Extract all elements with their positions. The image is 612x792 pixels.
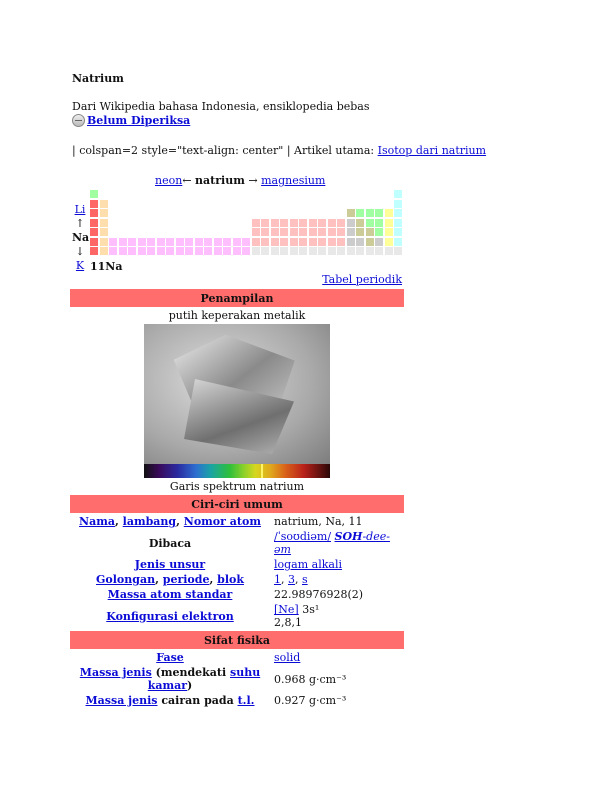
periodic-cell (119, 238, 127, 246)
periodic-cell (147, 238, 155, 246)
periodic-cell (138, 247, 146, 255)
periodic-cell (100, 228, 108, 236)
solid-link[interactable]: solid (274, 651, 301, 664)
periodic-cell (299, 219, 307, 227)
table-row (70, 572, 404, 587)
periodic-cell (242, 247, 250, 255)
periodic-cell (375, 209, 383, 217)
periodic-cell (385, 209, 393, 217)
table-row (70, 602, 404, 631)
series-label (70, 557, 270, 572)
periodic-cell (299, 238, 307, 246)
periodic-cell (261, 238, 269, 246)
periodic-cell (157, 247, 165, 255)
sodium-photo (144, 324, 330, 464)
periodic-cell (318, 247, 326, 255)
periodic-cell (385, 247, 393, 255)
periodic-cell (233, 247, 241, 255)
periodic-cell (309, 238, 317, 246)
section-general: Ciri-ciri umum (70, 495, 404, 514)
periodic-cell (261, 247, 269, 255)
periodic-cell (394, 190, 402, 198)
table-row (70, 693, 404, 708)
periodic-cell (299, 228, 307, 236)
periodic-cell (176, 238, 184, 246)
periodic-cell (347, 238, 355, 246)
periodic-cell (204, 238, 212, 246)
periodic-cell (309, 247, 317, 255)
liquid-density-link[interactable]: Massa jenis (85, 694, 158, 707)
periodic-cell (147, 247, 155, 255)
periodic-cell (223, 238, 231, 246)
atomic-mass-link[interactable]: Massa atom standar (107, 588, 233, 601)
phase-label (70, 650, 270, 666)
periodic-cell (366, 228, 374, 236)
periodic-cell (375, 247, 383, 255)
series-value (270, 557, 404, 572)
periodic-cell (290, 238, 298, 246)
liquid-density-value: 0.927 g·cm⁻³ (274, 694, 347, 707)
name-label: Nama, lambang, Nomor atom (79, 515, 261, 528)
mass-value: 22.98976928(2) (274, 588, 364, 601)
periodic-cell (90, 209, 98, 217)
period-link[interactable]: periode (162, 573, 210, 586)
periodic-cell (100, 238, 108, 246)
periodic-cell (366, 238, 374, 246)
main-article-line (72, 144, 486, 157)
periodic-cell (328, 238, 336, 246)
periodic-cell (337, 219, 345, 227)
group-1-link[interactable]: 1 (274, 573, 281, 586)
periodic-cell (394, 219, 402, 227)
periodic-cell (128, 238, 136, 246)
periodic-cell (90, 247, 98, 255)
isotope-link[interactable]: Isotop dari natrium (377, 144, 487, 157)
group-value: 1, 3, s (274, 573, 308, 586)
density-link[interactable]: Massa jenis (79, 666, 152, 679)
periodic-cell (394, 209, 402, 217)
periodic-cell (375, 219, 383, 227)
periodic-cell (204, 247, 212, 255)
section-appearance: Penampilan (70, 289, 404, 308)
element-nav (155, 174, 325, 187)
status-link[interactable]: Belum Diperiksa (87, 114, 191, 127)
periodic-cell (166, 247, 174, 255)
density-value: 0.968 g·cm⁻³ (274, 672, 347, 686)
periodic-cell (328, 228, 336, 236)
periodic-cell (271, 228, 279, 236)
periodic-cell (280, 228, 288, 236)
periodic-neighbors (72, 203, 88, 273)
periodic-cell (90, 190, 98, 198)
periodic-cell (394, 200, 402, 208)
periodic-cell (261, 228, 269, 236)
config-label (70, 602, 270, 631)
periodic-cell (109, 238, 117, 246)
unreviewed-icon (72, 114, 85, 127)
periodic-cell (280, 238, 288, 246)
respell-rest-link[interactable]: -dee-əm (274, 530, 390, 556)
periodic-cell (328, 219, 336, 227)
block-link[interactable]: blok (217, 573, 244, 586)
name-link[interactable]: Nama (79, 515, 115, 528)
spectrum-image (144, 464, 330, 478)
table-row (70, 529, 404, 557)
element-symbol: Na (72, 231, 90, 244)
prev-element-link[interactable]: neon (155, 174, 183, 187)
periodic-cell (100, 219, 108, 227)
melting-point-link[interactable]: t.l. (237, 694, 255, 707)
periodic-cell (337, 247, 345, 255)
phase-value (270, 650, 404, 666)
periodic-cell (271, 219, 279, 227)
periodic-cell (309, 219, 317, 227)
neon-core-link[interactable]: [Ne] (274, 603, 299, 616)
mass-label (70, 587, 270, 602)
periodic-cell (261, 219, 269, 227)
periodic-cell (356, 247, 364, 255)
page-title: Natrium (72, 72, 124, 85)
periodic-cell (252, 228, 260, 236)
atomic-number-link[interactable]: Nomor atom (183, 515, 261, 528)
periodic-cell (290, 228, 298, 236)
spectrum-caption: Garis spektrum natrium (169, 480, 305, 493)
periodic-cell (252, 247, 260, 255)
phase-link[interactable]: Fase (156, 651, 184, 664)
periodic-cell (394, 247, 402, 255)
periodic-cell (385, 238, 393, 246)
table-row (70, 650, 404, 666)
periodic-cell (185, 247, 193, 255)
periodic-cell (166, 238, 174, 246)
periodic-cell (233, 238, 241, 246)
periodic-cell (318, 238, 326, 246)
periodic-cell (356, 238, 364, 246)
periodic-cell (394, 228, 402, 236)
section-physical: Sifat fisika (70, 631, 404, 650)
density-note-close: ) (187, 679, 193, 692)
review-status (72, 114, 190, 127)
periodic-cell (280, 247, 288, 255)
periodic-cell (176, 247, 184, 255)
density-note: (mendekati (151, 666, 230, 679)
group-link[interactable]: Golongan (96, 573, 156, 586)
ipa-link[interactable]: /ˈsoʊdiəm/ (274, 530, 332, 543)
periodic-cell (375, 238, 383, 246)
period-3-link[interactable]: 3 (288, 573, 295, 586)
periodic-cell (318, 228, 326, 236)
periodic-cell (100, 247, 108, 255)
symbol-link[interactable]: lambang (122, 515, 177, 528)
page-subtitle: Dari Wikipedia bahasa Indonesia, ensiklopedia bebas (72, 100, 370, 113)
name-value: natrium, Na, 11 (274, 515, 363, 528)
periodic-cell (347, 247, 355, 255)
periodic-cell (366, 219, 374, 227)
periodic-cell (356, 228, 364, 236)
periodic-cell (290, 247, 298, 255)
s-block-link[interactable]: s (302, 573, 308, 586)
up-arrow: ↑ (75, 217, 85, 230)
periodic-cell (252, 219, 260, 227)
periodic-cell (195, 247, 203, 255)
periodic-cell (309, 228, 317, 236)
down-arrow: ↓ (75, 245, 85, 258)
above-element-link[interactable]: Li (74, 203, 86, 216)
series-link[interactable]: Jenis unsur (134, 558, 206, 571)
config-value (270, 602, 404, 631)
periodic-cell (128, 247, 136, 255)
current-element: natrium (195, 174, 245, 187)
room-temp-link[interactable]: suhu kamar (147, 666, 261, 692)
periodic-cell (109, 247, 117, 255)
periodic-cell (271, 238, 279, 246)
periodic-cell (90, 238, 98, 246)
appearance-text: putih keperakan metalik (168, 309, 306, 322)
periodic-cell (337, 238, 345, 246)
periodic-cell (328, 247, 336, 255)
periodic-cell (318, 219, 326, 227)
alkali-metal-link[interactable]: logam alkali (274, 558, 343, 571)
density-label (70, 665, 270, 693)
liquid-density-label (70, 693, 270, 708)
periodic-cell (90, 219, 98, 227)
pronunciation-label: Dibaca (148, 536, 192, 550)
group-label: Golongan, periode, blok (96, 573, 244, 586)
periodic-cell (90, 228, 98, 236)
periodic-cell (185, 238, 193, 246)
periodic-cell (242, 238, 250, 246)
table-row (70, 557, 404, 572)
table-row (70, 514, 404, 530)
periodic-cell (394, 238, 402, 246)
periodic-cell (214, 238, 222, 246)
periodic-cell (214, 247, 222, 255)
electron-config-link[interactable]: Konfigurasi elektron (106, 609, 234, 623)
periodic-cell (100, 209, 108, 217)
right-arrow: → (248, 174, 258, 187)
table-row (70, 665, 404, 693)
periodic-cell (223, 247, 231, 255)
periodic-cell (385, 219, 393, 227)
periodic-cell (195, 238, 203, 246)
config-orbital: 3s¹ (298, 603, 320, 616)
colspan-text: | colspan=2 style="text-align: center" | Artikel utama: (72, 144, 378, 157)
periodic-cell (347, 228, 355, 236)
periodic-cell (366, 247, 374, 255)
photo-cell (70, 323, 404, 479)
periodic-cell (119, 247, 127, 255)
periodic-cell (375, 228, 383, 236)
atomic-number-label: 11Na (90, 260, 123, 273)
periodic-cell (271, 247, 279, 255)
periodic-cell (337, 228, 345, 236)
periodic-cell (100, 200, 108, 208)
table-row (70, 587, 404, 602)
respell-link[interactable]: SOH (334, 530, 363, 543)
periodic-cell (356, 209, 364, 217)
below-element-link[interactable]: K (75, 259, 85, 272)
liquid-density-note: cairan pada (157, 694, 238, 707)
next-element-link[interactable]: magnesium (261, 174, 326, 187)
periodic-cell (280, 219, 288, 227)
periodic-cell (299, 247, 307, 255)
periodic-cell (157, 238, 165, 246)
periodic-cell (138, 238, 146, 246)
periodic-cell (252, 238, 260, 246)
infobox (70, 288, 404, 708)
periodic-cell (385, 228, 393, 236)
periodic-cell (90, 200, 98, 208)
left-arrow: ← (182, 174, 192, 187)
periodic-cell (347, 209, 355, 217)
periodic-cell (366, 209, 374, 217)
periodic-cell (347, 219, 355, 227)
periodic-cell (290, 219, 298, 227)
config-shells: 2,8,1 (274, 616, 302, 629)
periodic-cell (356, 219, 364, 227)
pronunciation-value (270, 529, 404, 557)
periodic-table-link[interactable]: Tabel periodik (322, 273, 402, 286)
